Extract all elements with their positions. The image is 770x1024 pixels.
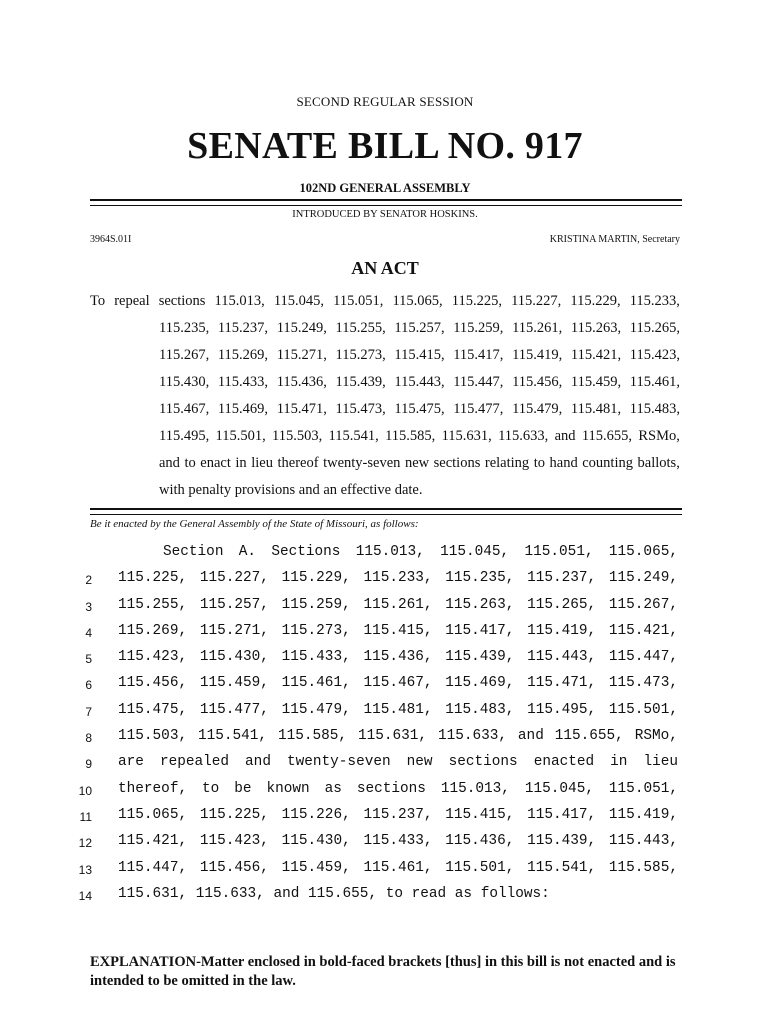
- line-number: 6: [85, 678, 92, 693]
- bill-body: [0, 540, 770, 908]
- line-text: 115.456, 115.459, 115.461, 115.467, 115.469, 115.471, 115.473,: [118, 675, 678, 692]
- line-text: 115.503, 115.541, 115.585, 115.631, 115.633, and 115.655, RSMo,: [118, 728, 678, 745]
- bill-line: [0, 750, 770, 776]
- line-text: 115.065, 115.225, 115.226, 115.237, 115.415, 115.417, 115.419,: [118, 806, 678, 823]
- enacting-clause: Be it enacted by the General Assembly of the State of Missouri, as follows:: [90, 518, 419, 530]
- bill-line: [0, 803, 770, 829]
- line-text: 115.269, 115.271, 115.273, 115.415, 115.417, 115.419, 115.421,: [118, 622, 678, 639]
- line-text: thereof, to be known as sections 115.013, 115.045, 115.051,: [118, 780, 678, 797]
- header-divider: [90, 199, 682, 206]
- line-number: 5: [85, 652, 92, 667]
- line-number: 4: [85, 625, 92, 640]
- line-text: 115.475, 115.477, 115.479, 115.481, 115.483, 115.495, 115.501,: [118, 701, 678, 718]
- bill-title: SENATE BILL NO. 917: [187, 125, 583, 167]
- line-number: 12: [78, 836, 92, 851]
- line-text: 115.423, 115.430, 115.433, 115.436, 115.439, 115.443, 115.447,: [118, 649, 678, 666]
- line-number: 11: [79, 809, 92, 824]
- line-number: 2: [85, 573, 92, 588]
- bill-line: [0, 593, 770, 619]
- bill-line: [0, 829, 770, 855]
- line-number: 9: [85, 757, 92, 772]
- bill-line: [0, 540, 770, 566]
- secretary-name: KRISTINA MARTIN, Secretary: [549, 234, 680, 245]
- session-label: SECOND REGULAR SESSION: [296, 94, 474, 109]
- lr-code: 3964S.01I: [90, 234, 132, 245]
- line-number: 14: [78, 888, 92, 903]
- explanation-note: EXPLANATION-Matter enclosed in bold-faced brackets [thus] in this bill is not enacted and is intended to be omitted in the law.: [90, 954, 676, 989]
- act-divider: [90, 508, 682, 515]
- introduced-by: INTRODUCED BY SENATOR HOSKINS.: [292, 209, 478, 220]
- bill-line: [0, 698, 770, 724]
- line-text: Section A. Sections 115.013, 115.045, 115.051, 115.065,: [163, 544, 678, 560]
- line-number: 8: [85, 731, 92, 746]
- line-text: are repealed and twenty-seven new sections enacted in lieu: [118, 754, 678, 771]
- line-number: 10: [78, 783, 92, 798]
- bill-line: [0, 566, 770, 592]
- line-text: 115.447, 115.456, 115.459, 115.461, 115.501, 115.541, 115.585,: [118, 859, 678, 876]
- act-title-line: and to enact in lieu thereof twenty-seven new sections relating to hand counting ballots,: [159, 455, 680, 471]
- act-title-line: To repeal sections 115.013, 115.045, 115.051, 115.065, 115.225, 115.227, 115.229, 115.233,: [90, 293, 680, 309]
- line-text: 115.631, 115.633, and 115.655, to read as follows:: [118, 885, 550, 902]
- bill-line: [0, 724, 770, 750]
- bill-line: [0, 777, 770, 803]
- line-number: 3: [85, 599, 92, 614]
- bill-line: [0, 882, 770, 908]
- bill-line: [0, 671, 770, 697]
- line-number: 13: [78, 862, 92, 877]
- act-title-text: [90, 288, 680, 504]
- general-assembly-label: 102ND GENERAL ASSEMBLY: [299, 181, 471, 195]
- act-heading: AN ACT: [351, 258, 419, 278]
- act-title-line: with penalty provisions and an effective date.: [159, 482, 423, 498]
- line-text: 115.255, 115.257, 115.259, 115.261, 115.263, 115.265, 115.267,: [118, 596, 678, 613]
- line-text: 115.225, 115.227, 115.229, 115.233, 115.235, 115.237, 115.249,: [118, 570, 678, 587]
- bill-line: [0, 856, 770, 882]
- line-number: 7: [85, 704, 92, 719]
- act-title-line: 115.467, 115.469, 115.471, 115.473, 115.475, 115.477, 115.479, 115.481, 115.483,: [159, 401, 680, 417]
- act-title-line: 115.267, 115.269, 115.271, 115.273, 115.415, 115.417, 115.419, 115.421, 115.423,: [159, 347, 680, 363]
- act-title-line: 115.235, 115.237, 115.249, 115.255, 115.257, 115.259, 115.261, 115.263, 115.265,: [159, 320, 680, 336]
- act-title-line: 115.430, 115.433, 115.436, 115.439, 115.443, 115.447, 115.456, 115.459, 115.461,: [159, 374, 680, 390]
- bill-line: [0, 645, 770, 671]
- bill-line: [0, 619, 770, 645]
- line-text: 115.421, 115.423, 115.430, 115.433, 115.436, 115.439, 115.443,: [118, 833, 678, 850]
- act-title-line: 115.495, 115.501, 115.503, 115.541, 115.585, 115.631, 115.633, and 115.655, RSMo,: [159, 428, 680, 444]
